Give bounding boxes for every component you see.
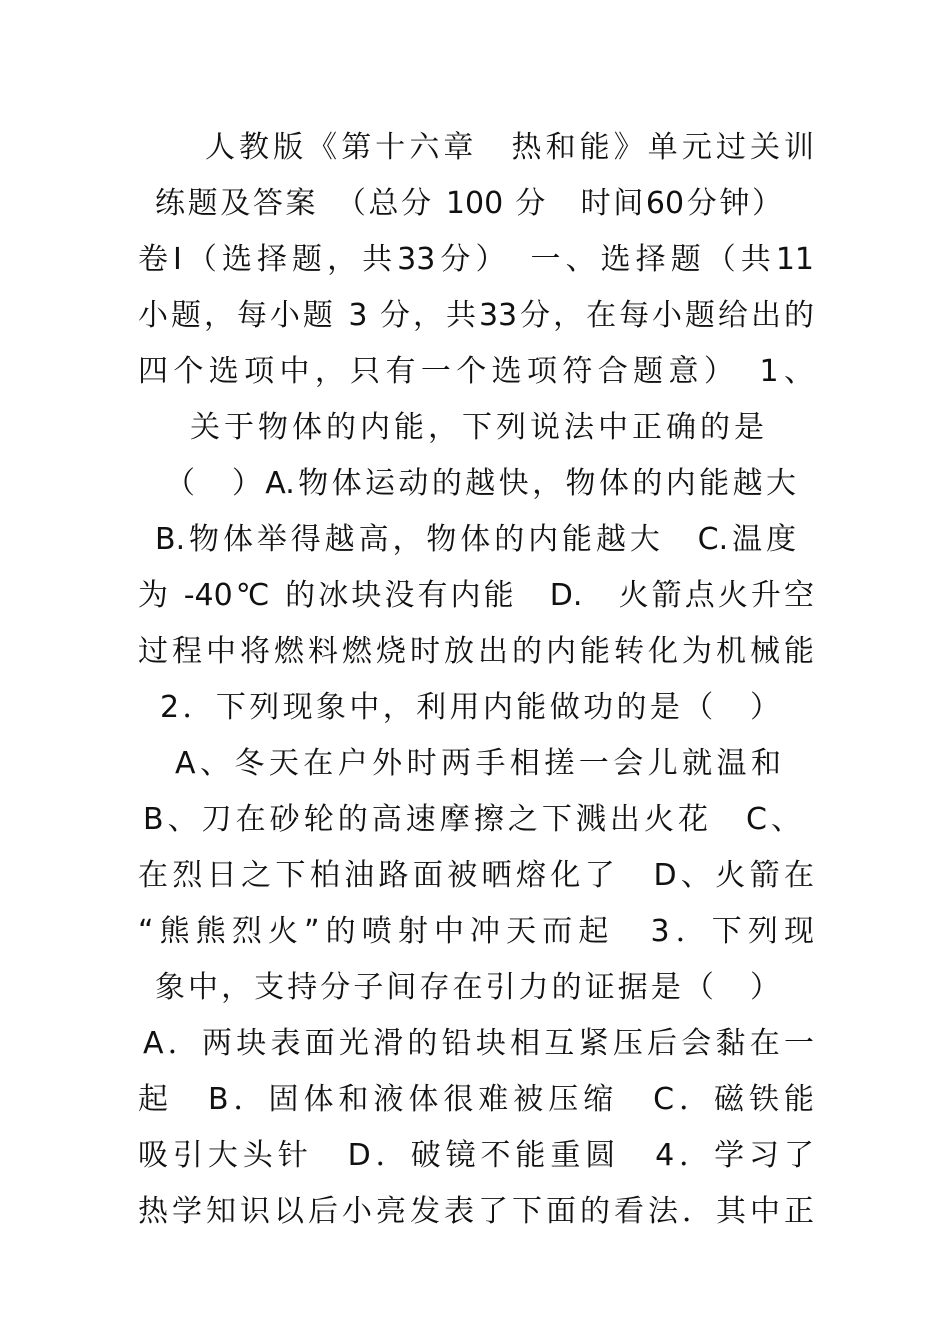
doc-line-15: “熊熊烈火”的喷射中冲天而起 3．下列现 — [138, 914, 814, 949]
doc-line-title-1: 人教版《第十六章 热和能》单元过关训 — [205, 130, 814, 165]
doc-line-20: 热学知识以后小亮发表了下面的看法．其中正 — [138, 1194, 814, 1229]
doc-line-6: 关于物体的内能，下列说法中正确的是 — [190, 410, 764, 445]
doc-line-19: 吸引大头针 D．破镜不能重圆 4．学习了 — [138, 1138, 814, 1173]
doc-line-14: 在烈日之下柏油路面被晒熔化了 D、火箭在 — [138, 858, 814, 893]
doc-line-17: A．两块表面光滑的铅块相互紧压后会黏在一 — [143, 1026, 814, 1061]
doc-line-13: B、刀在砂轮的高速摩擦之下溅出火花 C、 — [143, 802, 801, 837]
doc-line-11: 2．下列现象中，利用内能做功的是（ ） — [160, 690, 780, 725]
doc-line-16: 象中，支持分子间存在引力的证据是（ ） — [155, 970, 780, 1005]
doc-line-title-2: 练题及答案 （总分 100 分 时间60分钟） — [155, 186, 782, 221]
doc-line-3: 卷Ⅰ（选择题，共33分） 一、选择题（共11 — [138, 242, 814, 277]
doc-line-9: 为 -40℃ 的冰块没有内能 D. 火箭点火升空 — [138, 578, 814, 613]
doc-line-12: A、冬天在户外时两手相搓一会儿就温和 — [175, 746, 781, 781]
doc-line-10: 过程中将燃料燃烧时放出的内能转化为机械能 — [138, 634, 814, 669]
doc-line-18: 起 B．固体和液体很难被压缩 C．磁铁能 — [138, 1082, 814, 1117]
doc-line-4: 小题，每小题 3 分，共33分，在每小题给出的 — [138, 298, 814, 333]
doc-line-8: B.物体举得越高，物体的内能越大 C.温度 — [155, 522, 796, 557]
doc-line-5: 四个选项中，只有一个选项符合题意） 1、 — [138, 354, 814, 389]
doc-line-7: （ ）A.物体运动的越快，物体的内能越大 — [165, 466, 796, 501]
